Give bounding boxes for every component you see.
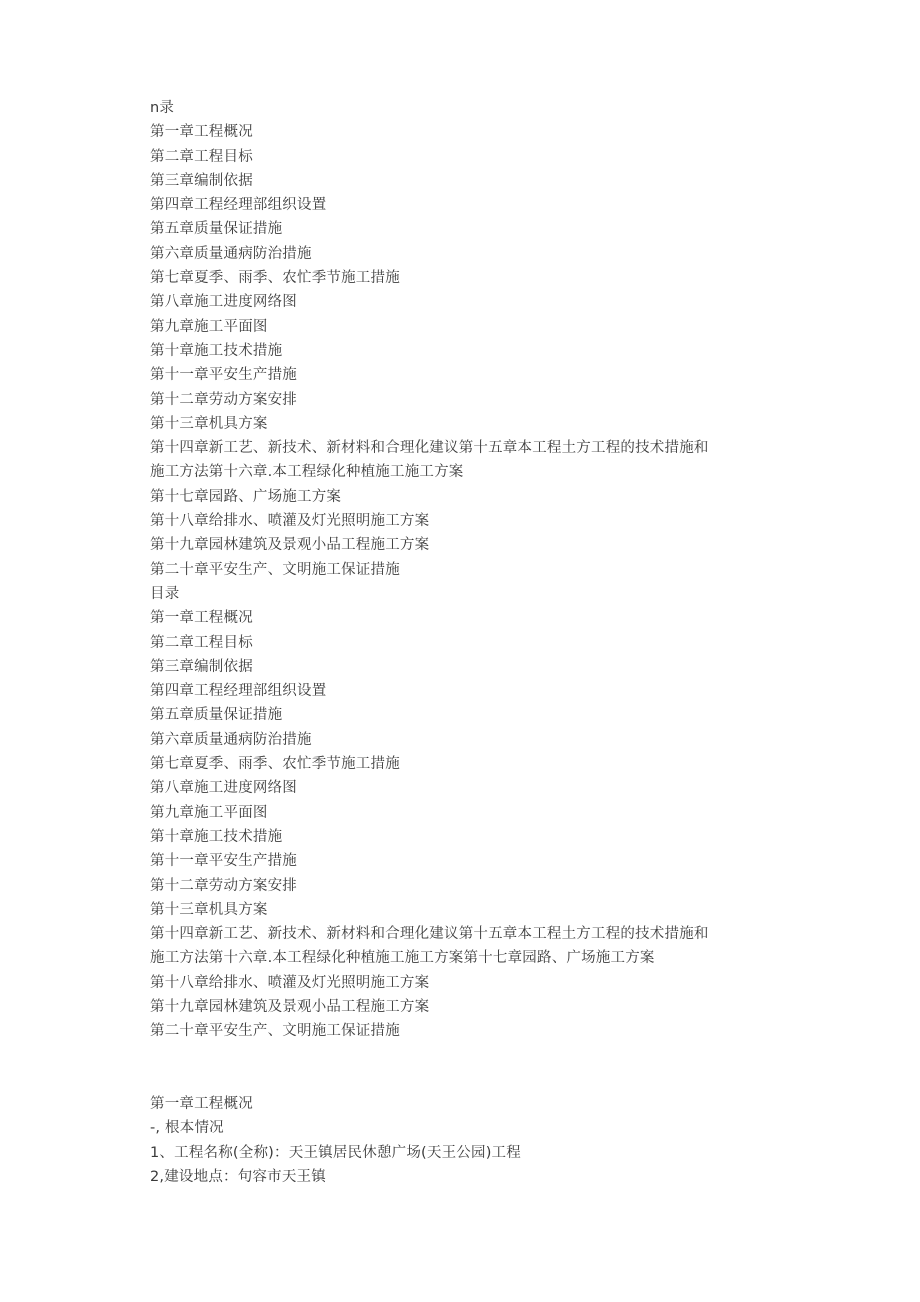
body-line: 2,建设地点：句容市天王镇: [150, 1169, 326, 1186]
section-spacer: [150, 1044, 770, 1093]
toc-item: 第五章质量保证措施: [150, 221, 283, 238]
toc-item: 第七章夏季、雨季、农忙季节施工措施: [150, 270, 400, 287]
toc-item: 施工方法第十六章.本工程绿化种植施工施工方案第十七章园路、广场施工方案: [150, 950, 655, 967]
toc-item: 第五章质量保证措施: [150, 707, 283, 724]
toc-item: 第九章施工平面图: [150, 804, 268, 821]
body-line: 1、工程名称(全称)：天王镇居民休憩广场(天王公园)工程: [150, 1144, 521, 1161]
toc-item: 第十一章平安生产措施: [150, 853, 297, 870]
toc-item: 第十章施工技术措施: [150, 342, 283, 359]
toc-item: 第八章施工进度网络图: [150, 294, 297, 311]
toc-item: 第六章质量通病防治措施: [150, 245, 312, 262]
toc-heading: n录: [150, 100, 175, 116]
toc-item: 第十九章园林建筑及景观小品工程施工方案: [150, 998, 430, 1015]
toc-item: 第七章夏季、雨季、农忙季节施工措施: [150, 756, 400, 773]
toc-item: 施工方法第十六章.本工程绿化种植施工施工方案: [150, 464, 464, 481]
toc-item: 第二章工程目标: [150, 634, 253, 651]
toc-item: 第三章编制依据: [150, 172, 253, 189]
toc-item: 第十八章给排水、喷灌及灯光照明施工方案: [150, 513, 430, 530]
toc-item: 第六章质量通病防治措施: [150, 731, 312, 748]
chapter-one: [150, 1092, 770, 1189]
toc-item: 第二十章平安生产、文明施工保证措施: [150, 561, 400, 578]
toc-second: [150, 582, 770, 1044]
toc-item: 第一章工程概况: [150, 610, 253, 627]
toc-item: 第三章编制依据: [150, 658, 253, 675]
toc-item: 第九章施工平面图: [150, 318, 268, 335]
toc-first: [150, 96, 770, 582]
toc-item: 第十三章机具方案: [150, 901, 268, 918]
toc-item: 第十二章劳动方案安排: [150, 877, 297, 894]
toc-item: 第十四章新工艺、新技术、新材料和合理化建议第十五章本工程土方工程的技术措施和: [150, 926, 709, 943]
toc-item: 第十九章园林建筑及景观小品工程施工方案: [150, 537, 430, 554]
toc-item: 第十章施工技术措施: [150, 828, 283, 845]
section-heading: -, 根本情况: [150, 1120, 224, 1137]
toc-heading: 目录: [150, 585, 180, 602]
toc-item: 第十七章园路、广场施工方案: [150, 488, 342, 505]
toc-item: 第四章工程经理部组织设置: [150, 197, 327, 214]
toc-item: 第八章施工进度网络图: [150, 780, 297, 797]
toc-item: 第二章工程目标: [150, 148, 253, 165]
chapter-title: 第一章工程概况: [150, 1096, 253, 1113]
toc-item: 第十一章平安生产措施: [150, 367, 297, 384]
document-page: [150, 96, 770, 1189]
toc-item: 第一章工程概况: [150, 124, 253, 141]
toc-item: 第十二章劳动方案安排: [150, 391, 297, 408]
toc-item: 第二十章平安生产、文明施工保证措施: [150, 1023, 400, 1040]
toc-item: 第十四章新工艺、新技术、新材料和合理化建议第十五章本工程土方工程的技术措施和: [150, 440, 709, 457]
toc-item: 第十三章机具方案: [150, 415, 268, 432]
toc-item: 第四章工程经理部组织设置: [150, 683, 327, 700]
toc-item: 第十八章给排水、喷灌及灯光照明施工方案: [150, 974, 430, 991]
